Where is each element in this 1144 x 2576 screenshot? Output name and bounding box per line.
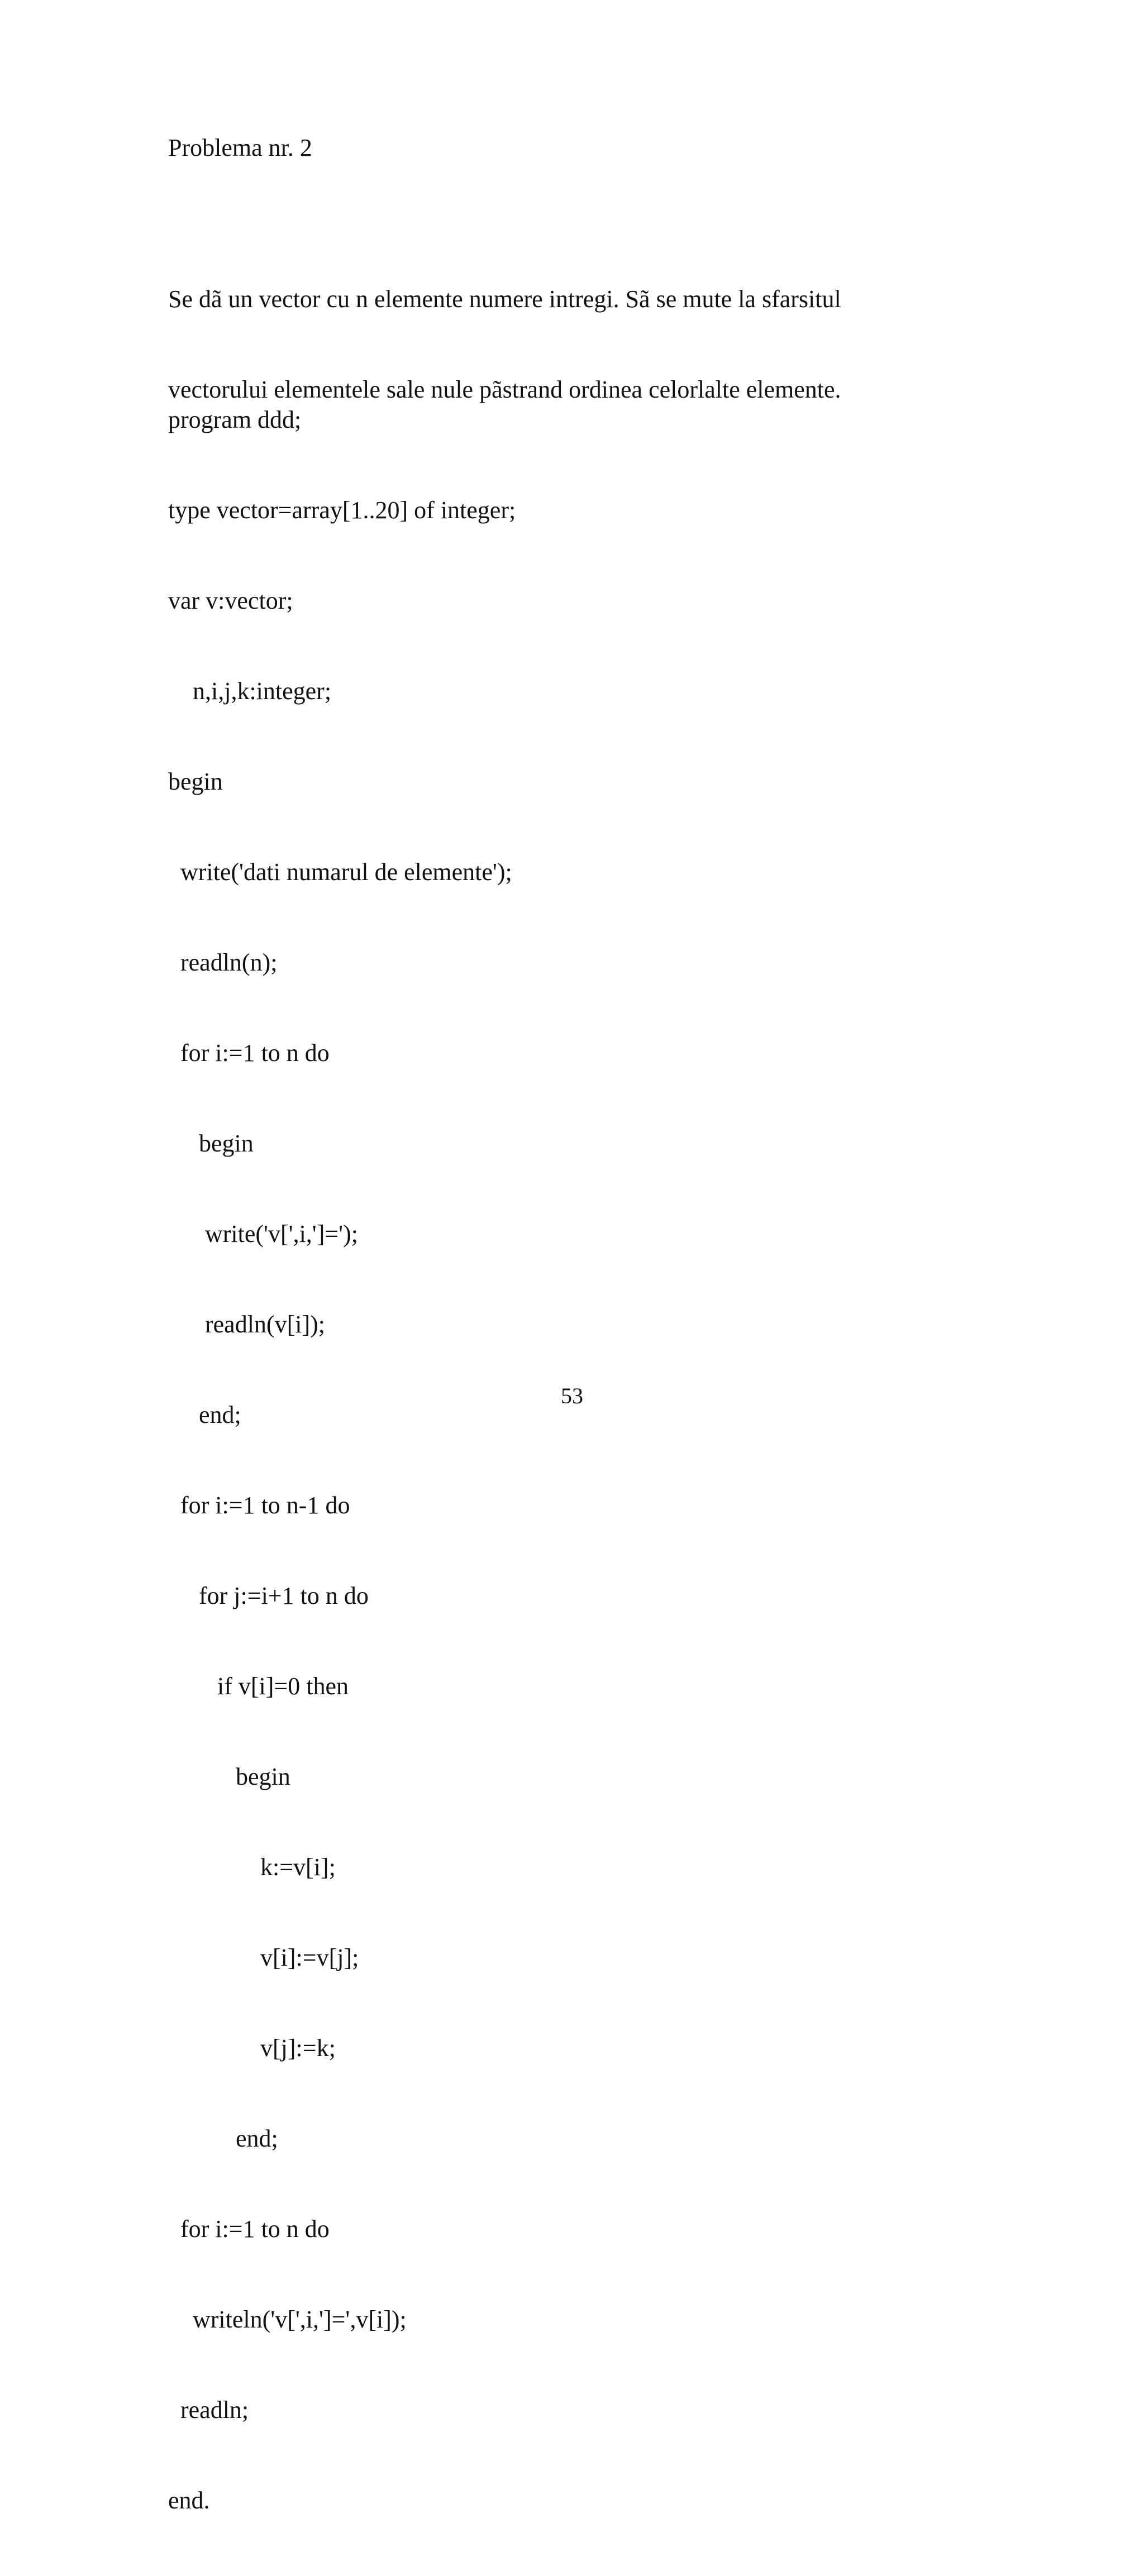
code-line: begin (168, 768, 223, 795)
page-number: 53 (561, 1383, 583, 1408)
code-line: end; (168, 1401, 241, 1428)
code-line: program ddd; (168, 406, 302, 433)
code-line: write('dati numarul de elemente'); (168, 858, 512, 886)
code-line: readln; (168, 2396, 249, 2424)
code-line: n,i,j,k:integer; (168, 677, 332, 705)
statement-line: vectorului elementele sale nule pãstrand ordinea celorlalte elemente. (168, 376, 841, 403)
code-line: readln(n); (168, 949, 278, 976)
code-line: for i:=1 to n-1 do (168, 1492, 350, 1519)
statement-line: Se dã un vector cu n elemente numere intregi. Sã se mute la sfarsitul (168, 285, 841, 313)
pascal-code-block (168, 345, 516, 2576)
code-line: begin (168, 1130, 254, 1157)
problem-title: Problema nr. 2 (168, 134, 312, 161)
code-line: write('v[',i,']='); (168, 1220, 358, 1248)
code-line: if v[i]=0 then (168, 1672, 349, 1700)
code-line: v[j]:=k; (168, 2034, 336, 2062)
code-line: end; (168, 2125, 278, 2152)
code-line: for i:=1 to n do (168, 2215, 330, 2243)
code-line: begin (168, 1763, 290, 1790)
code-line: readln(v[i]); (168, 1311, 325, 1338)
code-line: var v:vector; (168, 587, 293, 614)
code-line: end. (168, 2487, 210, 2514)
code-line: for i:=1 to n do (168, 1039, 330, 1067)
code-line: k:=v[i]; (168, 1853, 336, 1881)
code-line: writeln('v[',i,']=',v[i]); (168, 2306, 407, 2333)
code-line: type vector=array[1..20] of integer; (168, 496, 516, 524)
code-line: for j:=i+1 to n do (168, 1582, 369, 1609)
code-line: v[i]:=v[j]; (168, 1944, 359, 1971)
